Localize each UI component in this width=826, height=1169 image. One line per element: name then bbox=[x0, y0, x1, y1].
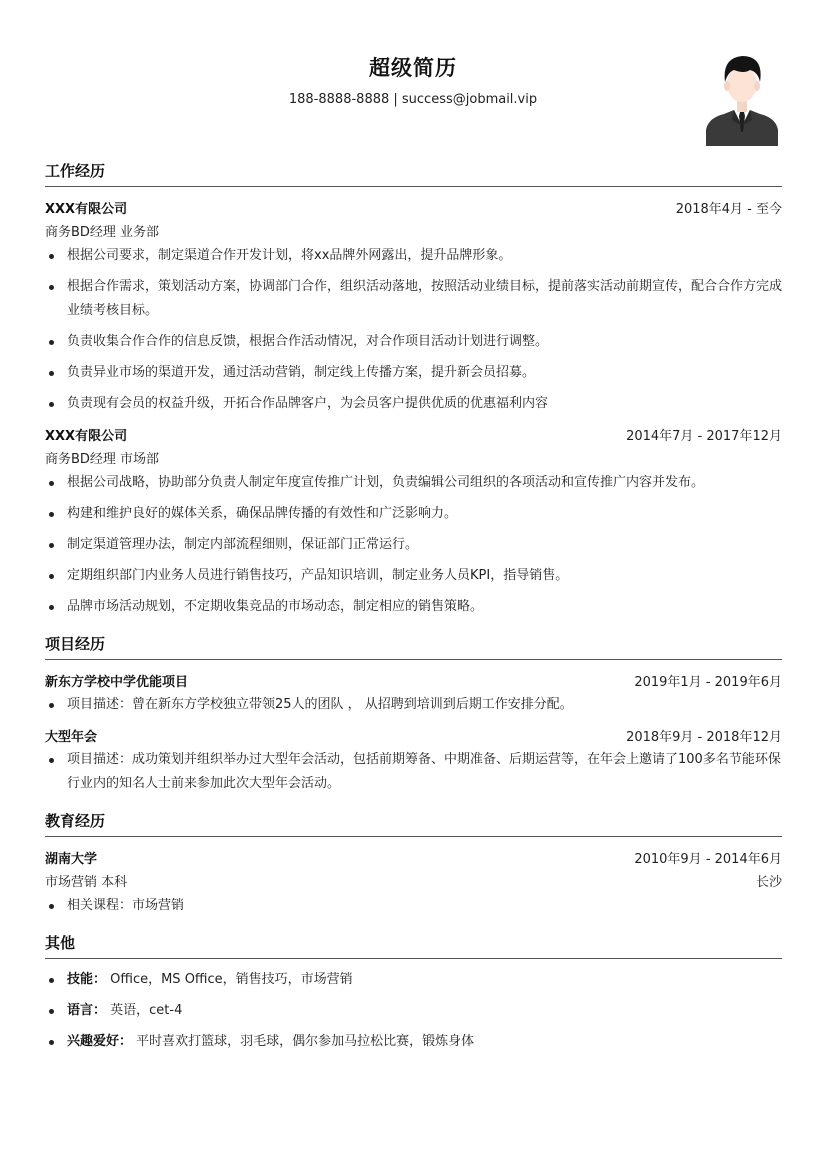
school-location: 长沙 bbox=[755, 874, 782, 890]
section-title: 其他 bbox=[45, 932, 782, 959]
bullet-list bbox=[45, 894, 782, 918]
entry-date: 2010年9月 - 2014年6月 bbox=[634, 851, 782, 867]
list-item: 项目描述：成功策划并组织举办过大型年会活动，包括前期筹备、中期准备、后期运营等，在年会上邀请了100多名节能环保行业内的知名人士前来参加此次大型年会活动。 bbox=[45, 748, 782, 796]
list-item: 相关课程：市场营销 bbox=[45, 894, 782, 918]
hobbies-label: 兴趣爱好： bbox=[67, 1034, 133, 1049]
work-entry bbox=[45, 423, 782, 619]
work-experience-section bbox=[45, 160, 782, 619]
list-item bbox=[45, 1030, 782, 1054]
bullet-list bbox=[45, 693, 782, 717]
list-item: 定期组织部门内业务人员进行销售技巧，产品知识培训，制定业务人员KPI，指导销售。 bbox=[45, 564, 782, 588]
language-label: 语言： bbox=[67, 1003, 107, 1018]
resume-content bbox=[45, 160, 782, 1068]
entry-date: 2018年9月 - 2018年12月 bbox=[626, 729, 782, 745]
contact-info: 188-8888-8888 | success@jobmail.vip bbox=[288, 92, 538, 107]
bullet-list bbox=[45, 471, 782, 619]
school-name: 湖南大学 bbox=[45, 851, 98, 867]
bullet-list bbox=[45, 244, 782, 416]
project-experience-section bbox=[45, 633, 782, 796]
bullet-list bbox=[45, 968, 782, 1054]
company-name: XXX有限公司 bbox=[45, 201, 128, 217]
entry-subtitle bbox=[45, 868, 782, 892]
entry-subtitle bbox=[45, 218, 782, 242]
candidate-name: 超级简历 bbox=[369, 56, 457, 80]
list-item: 根据合作需求，策划活动方案，协调部门合作，组织活动落地，按照活动业绩目标，提前落实活动前期宣传，配合合作方完成业绩考核目标。 bbox=[45, 275, 782, 323]
company-name: XXX有限公司 bbox=[45, 428, 128, 444]
section-title: 教育经历 bbox=[45, 810, 782, 837]
skills-label: 技能： bbox=[67, 972, 107, 987]
list-item bbox=[45, 999, 782, 1023]
entry-header bbox=[45, 846, 782, 868]
other-section bbox=[45, 932, 782, 1054]
job-role: 商务BD经理 市场部 bbox=[45, 451, 160, 467]
list-item: 负责异业市场的渠道开发，通过活动营销，制定线上传播方案，提升新会员招募。 bbox=[45, 361, 782, 385]
project-entry bbox=[45, 724, 782, 796]
major-degree: 市场营销 本科 bbox=[45, 874, 128, 890]
project-name: 大型年会 bbox=[45, 729, 98, 745]
education-entry bbox=[45, 846, 782, 918]
list-item: 负责现有会员的权益升级，开拓合作品牌客户，为会员客户提供优质的优惠福利内容 bbox=[45, 392, 782, 416]
language-value: 英语，cet-4 bbox=[106, 1003, 183, 1018]
list-item: 负责收集合作合作的信息反馈，根据合作活动情况，对合作项目活动计划进行调整。 bbox=[45, 330, 782, 354]
entry-date: 2018年4月 - 至今 bbox=[675, 201, 782, 217]
list-item: 品牌市场活动规划，不定期收集竞品的市场动态，制定相应的销售策略。 bbox=[45, 595, 782, 619]
bullet-list bbox=[45, 748, 782, 796]
person-avatar-icon bbox=[704, 50, 780, 146]
section-title: 项目经历 bbox=[45, 633, 782, 660]
resume-header bbox=[0, 52, 826, 107]
list-item bbox=[45, 968, 782, 992]
entry-header bbox=[45, 669, 782, 691]
list-item: 构建和维护良好的媒体关系，确保品牌传播的有效性和广泛影响力。 bbox=[45, 502, 782, 526]
list-item: 项目描述：曾在新东方学校独立带领25人的团队 ， 从招聘到培训到后期工作安排分配。 bbox=[45, 693, 782, 717]
education-section bbox=[45, 810, 782, 918]
list-item: 根据公司战略，协助部分负责人制定年度宣传推广计划，负责编辑公司组织的各项活动和宣传推广内容并发布。 bbox=[45, 471, 782, 495]
job-role: 商务BD经理 业务部 bbox=[45, 224, 160, 240]
list-item: 制定渠道管理办法，制定内部流程细则，保证部门正常运行。 bbox=[45, 533, 782, 557]
skills-value: Office，MS Office，销售技巧，市场营销 bbox=[106, 972, 353, 987]
entry-subtitle bbox=[45, 445, 782, 469]
section-title: 工作经历 bbox=[45, 160, 782, 187]
work-entry bbox=[45, 196, 782, 416]
entry-header bbox=[45, 423, 782, 445]
list-item: 根据公司要求，制定渠道合作开发计划，将xx品牌外网露出，提升品牌形象。 bbox=[45, 244, 782, 268]
entry-header bbox=[45, 724, 782, 746]
entry-header bbox=[45, 196, 782, 218]
project-entry bbox=[45, 669, 782, 717]
entry-date: 2014年7月 - 2017年12月 bbox=[626, 428, 782, 444]
project-name: 新东方学校中学优能项目 bbox=[45, 674, 189, 690]
hobbies-value: 平时喜欢打篮球，羽毛球，偶尔参加马拉松比赛，锻炼身体 bbox=[132, 1034, 475, 1049]
entry-date: 2019年1月 - 2019年6月 bbox=[634, 674, 782, 690]
